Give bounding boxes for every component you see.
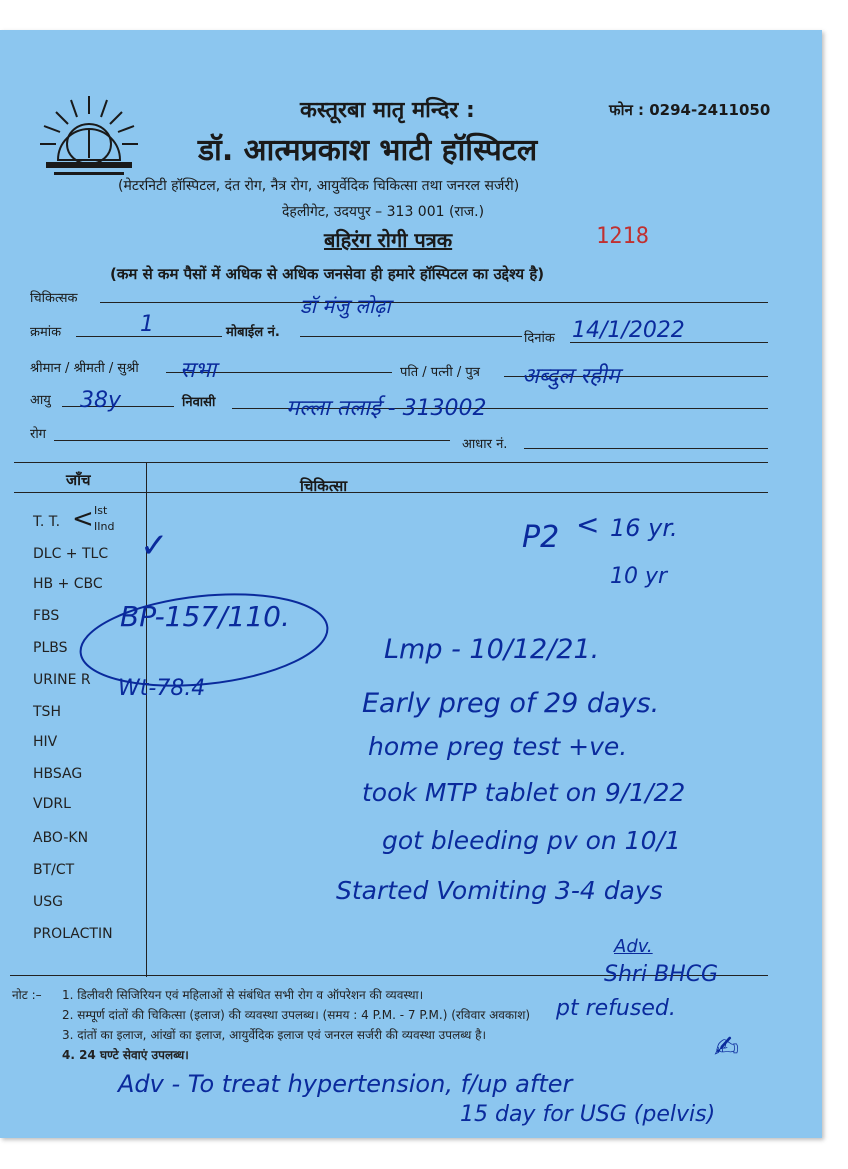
phone-number: फोन : 0294-2411050 <box>609 101 771 119</box>
age-value: 38y <box>80 388 122 413</box>
advice-label: Adv. <box>614 936 653 957</box>
doctor-label: चिकित्सक <box>30 291 78 306</box>
tt-first: Ist <box>94 504 108 517</box>
test-plbs: PLBS <box>33 640 68 656</box>
name-label: श्रीमान / श्रीमती / सुश्री <box>30 361 139 376</box>
parity: P2 <box>522 520 560 555</box>
relation-label: पति / पत्नी / पुत्र <box>400 365 480 380</box>
table-top-line <box>14 462 768 463</box>
test-btct: BT/CT <box>33 862 75 878</box>
services-line: (मेटरनिटी हॉस्पिटल, दंत रोग, नैत्र रोग, आयुर्वेदिक चिकित्सा तथा जनरल सर्जरी) <box>118 178 520 194</box>
tick-mark-icon: ✓ <box>140 526 169 566</box>
child-age-1: 16 yr. <box>610 514 678 542</box>
tt-bracket-icon: < <box>72 504 94 534</box>
serial-label: क्रमांक <box>30 325 62 340</box>
aadhar-label: आधार नं. <box>462 437 508 452</box>
test-tsh: TSH <box>33 704 61 720</box>
advice-bottom-2: 15 day for USG (pelvis) <box>460 1102 716 1127</box>
test-hb: HB + CBC <box>33 576 103 592</box>
bp-reading: BP-157/110. <box>120 600 290 633</box>
serial-number-stamp: 1218 <box>596 224 649 249</box>
bracket-icon: < <box>576 508 600 541</box>
doctor-signature-icon: ✍ <box>714 1030 740 1065</box>
history-line-4: got bleeding pv on 10/1 <box>382 826 681 855</box>
note-2: 2. सम्पूर्ण दांतों की चिकित्सा (इलाज) की व्यवस्था उपलब्ध। (समय : 4 P.M. - 7 P.M.) (रविवार अवकाश) <box>62 1008 531 1022</box>
doctor-value: डॉ मंजु लोढ़ा <box>300 294 391 318</box>
address-line: देहलीगेट, उदयपुर – 313 001 (राज.) <box>282 204 485 220</box>
test-urine: URINE R <box>33 672 91 688</box>
test-hiv: HIV <box>33 734 58 750</box>
advice-refused: pt refused. <box>556 996 676 1021</box>
test-vdrl: VDRL <box>33 796 71 812</box>
org-name: कस्तूरबा मातृ मन्दिर : <box>300 98 475 123</box>
residence-value: मल्ला तलाई - 313002 <box>286 396 487 421</box>
disease-label: रोग <box>30 427 47 442</box>
note-4: 4. 24 घण्टे सेवाएं उपलब्ध। <box>62 1048 189 1062</box>
tt-second: IInd <box>94 520 115 533</box>
serial-value: 1 <box>140 312 154 337</box>
age-label: आयु <box>30 393 51 408</box>
form-title: बहिरंग रोगी पत्रक <box>324 228 453 252</box>
hospital-name: डॉ. आत्मप्रकाश भाटी हॉस्पिटल <box>198 133 538 168</box>
test-prolactin: PROLACTIN <box>33 926 113 942</box>
history-line-1: Early preg of 29 days. <box>362 688 660 719</box>
lmp-date: Lmp - 10/12/21. <box>384 634 600 665</box>
note-3: 3. दांतों का इलाज, आंखों का इलाज, आयुर्वेदिक इलाज एवं जनरल सर्जरी की व्यवस्था उपलब्ध है। <box>62 1028 487 1042</box>
child-age-2: 10 yr <box>610 564 668 589</box>
history-line-3: took MTP tablet on 9/1/22 <box>362 778 686 807</box>
test-dlc: DLC + TLC <box>33 546 109 562</box>
patient-name: सभा <box>180 358 217 383</box>
aadhar-line <box>524 448 768 449</box>
test-fbs: FBS <box>33 608 60 624</box>
mobile-label: मोबाईल नं. <box>226 325 280 340</box>
prescription-sheet <box>0 30 822 1138</box>
advice-test: Shri BHCG <box>604 962 719 987</box>
test-tt: T. T. <box>33 514 61 530</box>
test-hbsag: HBSAG <box>33 766 83 782</box>
doctor-line <box>100 302 768 303</box>
motto: (कम से कम पैसों में अधिक से अधिक जनसेवा ही हमारे हॉस्पिटल का उद्देश्य है) <box>110 265 545 283</box>
history-line-2: home preg test +ve. <box>368 732 628 761</box>
test-abo: ABO-KN <box>33 830 89 846</box>
date-value: 14/1/2022 <box>572 318 685 343</box>
notes-label: नोट :– <box>12 988 42 1002</box>
note-1: 1. डिलीवरी सिजिरियन एवं महिलाओं से संबंधित सभी रोग व ऑपरेशन की व्यवस्था। <box>62 988 424 1002</box>
test-usg: USG <box>33 894 63 910</box>
table-header-line <box>14 492 768 493</box>
weight-reading: Wt-78.4 <box>118 676 206 701</box>
residence-label: निवासी <box>182 395 216 410</box>
treatment-header: चिकित्सा <box>300 477 348 495</box>
disease-line <box>54 440 450 441</box>
history-line-5: Started Vomiting 3-4 days <box>336 876 663 905</box>
tests-header: जाँच <box>66 471 91 489</box>
date-label: दिनांक <box>524 331 555 346</box>
relation-value: अब्दुल रहीम <box>522 364 620 389</box>
advice-bottom-1: Adv - To treat hypertension, f/up after <box>118 1070 573 1098</box>
mobile-line <box>300 336 522 337</box>
